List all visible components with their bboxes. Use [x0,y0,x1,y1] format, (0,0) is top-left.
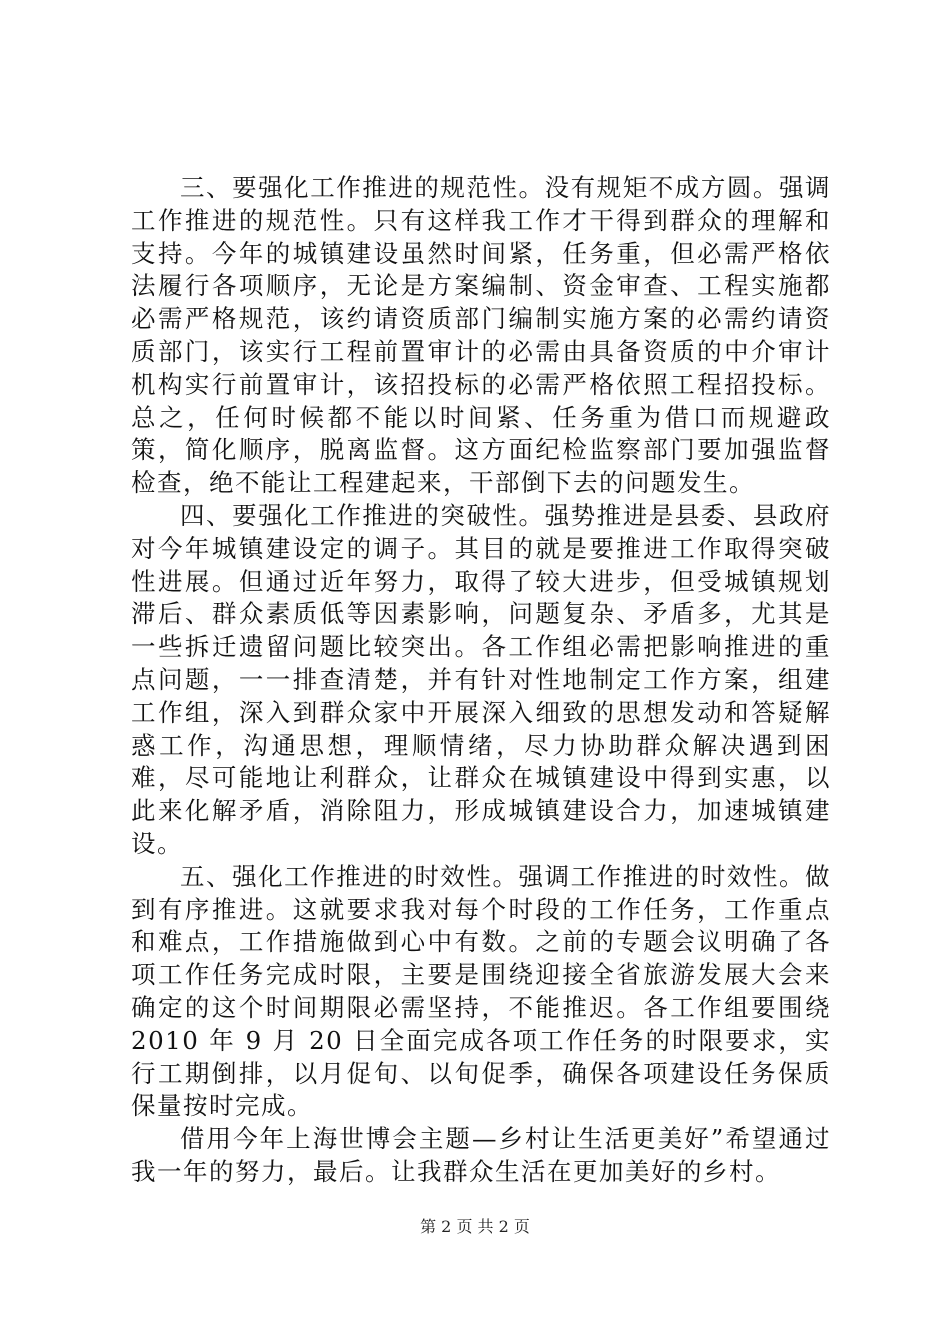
paragraph-section-4: 四、要强化工作推进的突破性。强势推进是县委、县政府对今年城镇建设定的调子。其目的就是要推进工作取得突破性进展。但通过近年努力，取得了较大进步，但受城镇规划滞后、群众素质低等因素影响，问题复杂、矛盾多，尤其是一些拆迁遗留问题比较突出。各工作组必需把影响推进的重点问题，一一排查清楚，并有针对性地制定工作方案，组建工作组，深入到群众家中开展深入细致的思想发动和答疑解惑工作，沟通思想，理顺情绪，尽力协助群众解决遇到困难，尽可能地让利群众，让群众在城镇建设中得到实惠，以此来化解矛盾，消除阻力，形成城镇建设合力，加速城镇建设。 [131,500,831,858]
paragraph-section-3: 三、要强化工作推进的规范性。没有规矩不成方圆。强调工作推进的规范性。只有这样我工作才干得到群众的理解和支持。今年的城镇建设虽然时间紧，任务重，但必需严格依法履行各项顺序，无论是方案编制、资金审查、工程实施都必需严格规范，该约请资质部门编制实施方案的必需约请资质部门，该实行工程前置审计的必需由具备资质的中介审计机构实行前置审计，该招投标的必需严格依照工程招投标。总之，任何时候都不能以时间紧、任务重为借口而规避政策，简化顺序，脱离监督。这方面纪检监察部门要加强监督检查，绝不能让工程建起来，干部倒下去的问题发生。 [131,173,831,498]
paragraph-section-5: 五、强化工作推进的时效性。强调工作推进的时效性。做到有序推进。这就要求我对每个时段的工作任务，工作重点和难点，工作措施做到心中有数。之前的专题会议明确了各项工作任务完成时限，主要是围绕迎接全省旅游发展大会来确定的这个时间期限必需坚持，不能推迟。各工作组要围绕 2010 年 9 月 20 日全面完成各项工作任务的时限要求，实行工期倒排，以月促旬、以旬促季，确保各项建设任务保质保量按时完成。 [131,861,831,1121]
document-body [131,172,831,1189]
page-number-footer: 第 2 页 共 2 页 [420,1217,530,1236]
paragraph-closing: 借用今年上海世博会主题—乡村让生活更美好”希望通过我一年的努力，最后。让我群众生活在更加美好的乡村。 [131,1124,831,1186]
